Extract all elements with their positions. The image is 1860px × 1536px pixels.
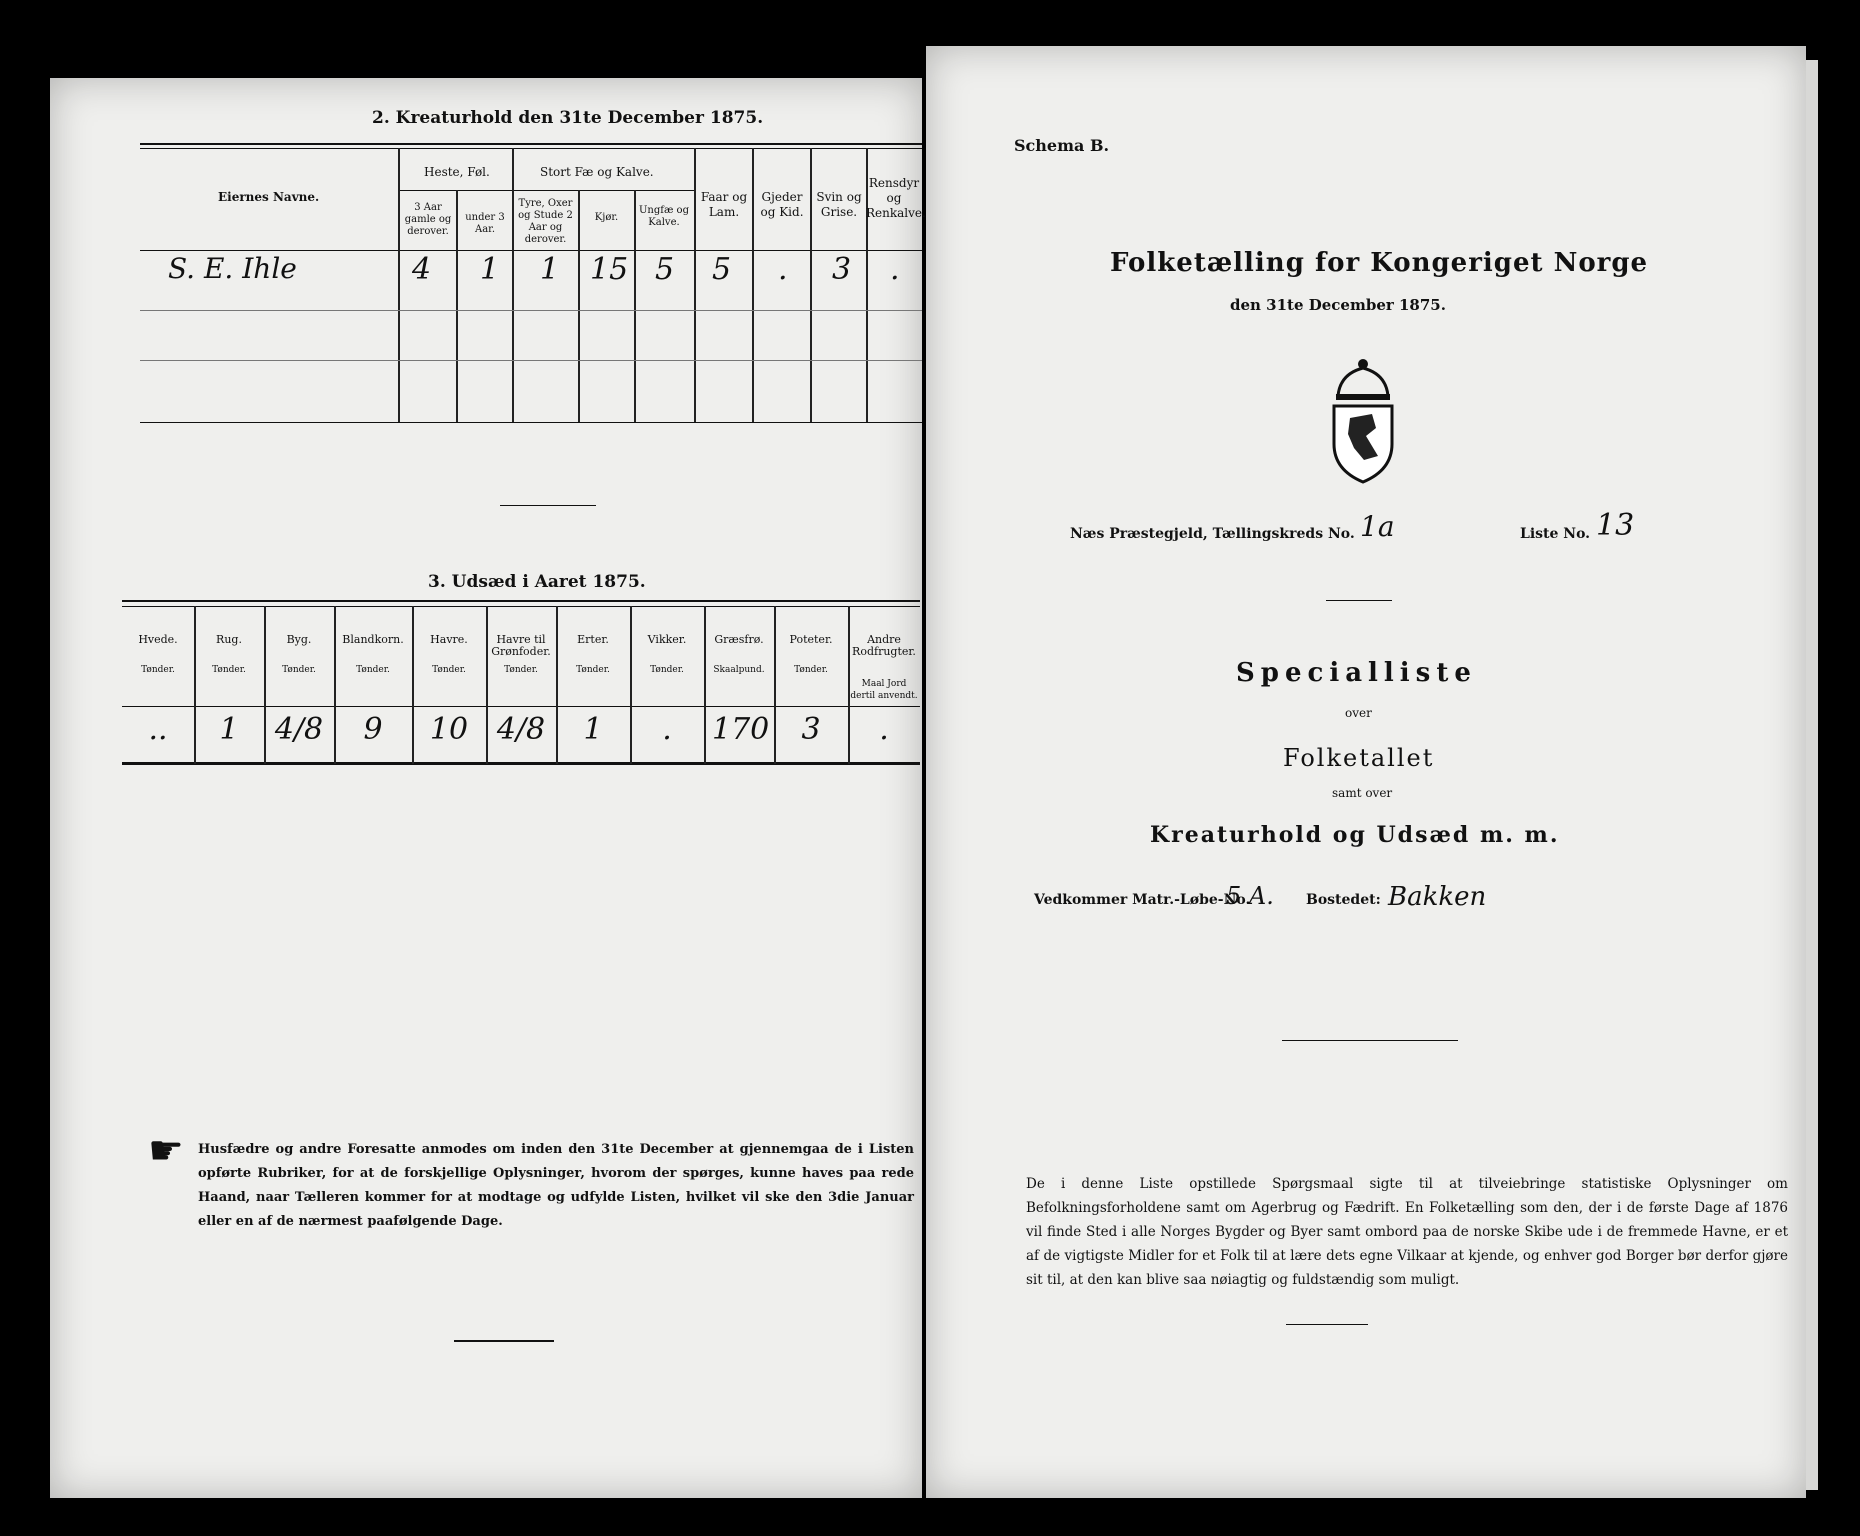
seed-value: 1 [583, 712, 603, 747]
value-ungfae: 5 [655, 252, 675, 287]
col-divider [556, 606, 558, 764]
col-divider [334, 606, 336, 764]
seed-value: . [879, 712, 889, 747]
seed-header-unit: Tønder. [141, 665, 175, 675]
header-heste-3aar: 3 Aar gamle og derover. [404, 202, 452, 237]
main-title: Folketælling for Kongeriget Norge [1110, 248, 1649, 278]
seed-header-name: Blandkorn. [342, 633, 404, 646]
header-svin: Svin og Grise. [816, 190, 862, 219]
seed-value: 9 [363, 712, 383, 747]
col-divider [264, 606, 266, 764]
seed-header-unit: Tønder. [212, 665, 246, 675]
left-page [50, 78, 926, 1498]
footnote-text: De i denne Liste opstillede Spørgsmaal sigte til at tilveiebringe statistiske Oplysninger om Befolkningsforholdene samt om Agerbrug og Fædrift. En Folketælling som den, der i de første Dage af 1876 vil finde Sted i alle Norges Bygder og Byer samt ombord paa de norske Skibe ude i de fremmede Havne, er et af de vigtigste Midler for et Folk til at lære dets egne Vilkaar at kjende, og enhver god Borger bør derfor gjøre sit til, at den kan blive saa nøiagtig og fuldstændig som muligt. [1026, 1176, 1788, 1288]
prestegjeld-label: Næs Præstegjeld, Tællingskreds No. [1070, 526, 1355, 542]
col-divider [512, 148, 514, 422]
header-rensdyr: Rensdyr og Renkalve. [866, 176, 926, 220]
samt-over-text: samt over [1332, 786, 1393, 800]
schema-label: Schema B. [1014, 136, 1110, 155]
kreaturhold-title: Kreaturhold og Udsæd m. m. [1150, 822, 1560, 848]
value-rensdyr: . [890, 252, 900, 287]
seed-header-name: Hvede. [138, 633, 178, 646]
census-date: den 31te December 1875. [1230, 296, 1446, 314]
page-edge [1806, 60, 1818, 1490]
liste-label: Liste No. [1520, 526, 1591, 542]
bostedet-label: Bostedet: [1306, 892, 1381, 908]
header-ungfae: Ungfæ og Kalve. [639, 205, 689, 228]
seed-value: 170 [712, 712, 770, 747]
section3-title: 3. Udsæd i Aaret 1875. [428, 572, 646, 592]
seed-header-unit: Tønder. [282, 665, 316, 675]
divider-line [454, 1340, 554, 1342]
header-heste-under3: under 3 Aar. [465, 212, 505, 235]
divider-line [1326, 600, 1392, 601]
value-faar: 5 [712, 252, 732, 287]
seed-header-name: Byg. [286, 633, 312, 646]
rule [140, 422, 922, 423]
value-svin: 3 [832, 252, 852, 287]
header-kjor: Kjør. [594, 212, 619, 223]
seed-value: . [662, 712, 672, 747]
value-heste-under3: 1 [480, 252, 500, 287]
rule [122, 762, 920, 765]
rule [140, 143, 922, 145]
over-text: over [1345, 706, 1372, 720]
coat-of-arms-icon [1320, 356, 1406, 486]
value-heste-3aar: 4 [412, 252, 432, 287]
seed-header-unit: Skaalpund. [713, 665, 765, 675]
seed-header-name: Havre til Grønfoder. [491, 633, 551, 658]
divider-line [1282, 1040, 1458, 1041]
seed-value: 4/8 [274, 712, 324, 747]
seed-header-unit: Tønder. [650, 665, 684, 675]
header-heste: Heste, Føl. [424, 165, 490, 179]
bostedet-value: Bakken [1388, 882, 1487, 912]
seed-value: 3 [801, 712, 821, 747]
folketallet-title: Folketallet [1283, 744, 1435, 772]
seed-header-name: Rug. [216, 633, 242, 646]
seed-header-unit: Maal Jord dertil anvendt. [850, 679, 918, 701]
seed-header-unit: Tønder. [794, 665, 828, 675]
rule [140, 250, 922, 251]
seed-value: 10 [429, 712, 469, 747]
seed-header-unit: Tønder. [432, 665, 466, 675]
rule [140, 148, 922, 149]
col-divider [412, 606, 414, 764]
col-divider [486, 606, 488, 764]
value-tyre: 1 [540, 252, 560, 287]
rule [122, 706, 920, 707]
rule [140, 360, 922, 361]
divider-line [500, 505, 596, 506]
rule [122, 606, 920, 607]
owner-name: S. E. Ihle [168, 252, 297, 285]
rule [140, 310, 922, 311]
col-divider [194, 606, 196, 764]
header-gjeder: Gjeder og Kid. [760, 190, 804, 219]
header-tyre: Tyre, Oxer og Stude 2 Aar og derover. [518, 198, 573, 245]
seed-value: 4/8 [496, 712, 546, 747]
seed-header-unit: Tønder. [356, 665, 390, 675]
header-owner: Eiernes Navne. [218, 190, 320, 204]
col-divider [630, 606, 632, 764]
seed-header-unit: Tønder. [576, 665, 610, 675]
col-divider [578, 190, 580, 422]
value-gjeder: . [778, 252, 788, 287]
col-divider [774, 606, 776, 764]
specialliste-title: Specialliste [1236, 658, 1477, 688]
divider-line [1286, 1324, 1368, 1325]
seed-header-unit: Tønder. [504, 665, 538, 675]
pointing-hand-icon: ☛ [148, 1128, 184, 1174]
seed-header-name: Græsfrø. [714, 633, 764, 646]
header-stort: Stort Fæ og Kalve. [540, 165, 654, 179]
seed-header-name: Havre. [430, 633, 468, 646]
value-kjor: 15 [590, 252, 629, 287]
rule [400, 190, 694, 191]
col-divider [398, 148, 400, 422]
seed-value: 1 [219, 712, 239, 747]
matr-value: 5 A. [1226, 882, 1274, 910]
matr-label: Vedkommer Matr.-Løbe-No. [1034, 892, 1251, 908]
notice-text: Husfædre og andre Foresatte anmodes om inden den 31te December at gjennemgaa de i Listen opførte Rubriker, for at de forskjellige Oplysninger, hvorom der spørges, kunne haves paa rede Haand, naar Tælleren kommer for at modtage og udfylde Listen, hvilket vil ske den 3die Januar eller en af de nærmest paafølgende Dage. [198, 1142, 914, 1229]
header-faar: Faar og Lam. [700, 190, 748, 219]
seed-value: .. [148, 712, 168, 747]
kreds-value: 1a [1360, 510, 1395, 543]
section2-title: 2. Kreaturhold den 31te December 1875. [372, 108, 764, 128]
rule [122, 600, 920, 602]
col-divider [704, 606, 706, 764]
liste-value: 13 [1596, 508, 1635, 543]
seed-header-name: Andre Rodfrugter. [852, 633, 916, 658]
seed-header-name: Poteter. [789, 633, 833, 646]
seed-header-name: Erter. [577, 633, 609, 646]
seed-header-name: Vikker. [647, 633, 687, 646]
